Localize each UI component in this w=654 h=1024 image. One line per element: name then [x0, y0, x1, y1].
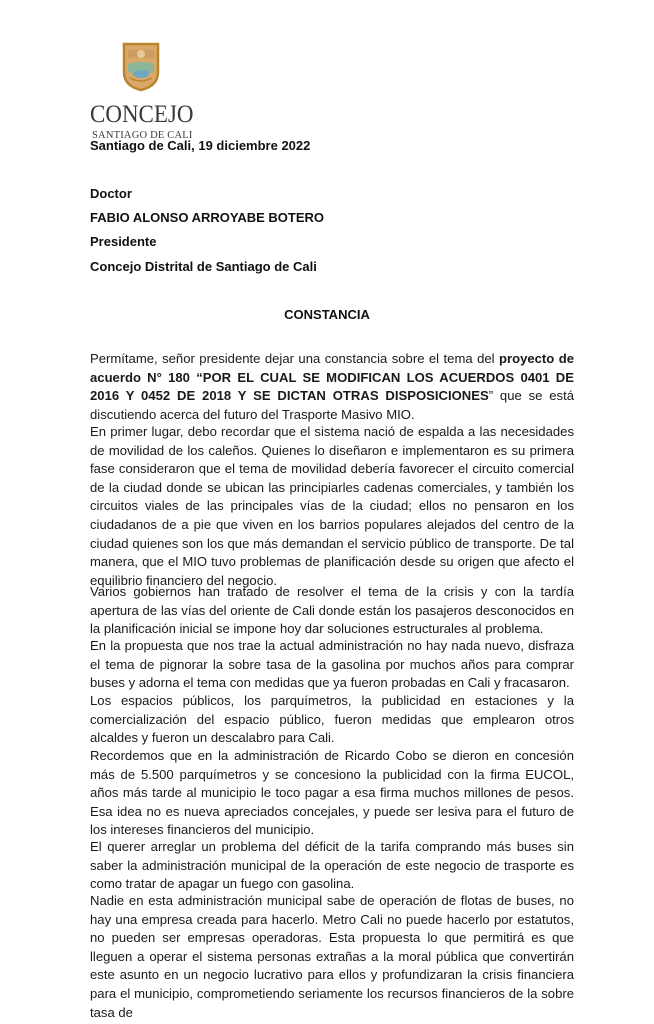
logo-subtitle: SANTIAGO DE CALI: [92, 130, 193, 141]
addressee-salutation: Doctor: [90, 186, 132, 201]
paragraph-5: Los espacios públicos, los parquímetros, la publicidad en estaciones y la comercialización del espacio público, fueron medidas que emplearon otros alcaldes y fueron un descalabro para Cali.: [90, 693, 574, 746]
date-line: Santiago de Cali, 19 diciembre 2022: [90, 138, 311, 153]
paragraph-1-bold: proyecto de acuerdo N° 180 “POR EL CUAL SE MODIFICAN LOS ACUERDOS 0401 DE 2016 Y 0452 DE 2018 Y SE DICTAN OTRAS DISPOSICIONES: [90, 351, 574, 404]
paragraph-1: [90, 350, 574, 424]
addressee-position: Presidente: [90, 234, 157, 249]
paragraph-3: Varios gobiernos han tratado de resolver el tema de la crisis y con la tardía apertura de las vías del oriente de Cali donde están los pasajeros desconocidos en la planificación inicial se impone hoy dar soluciones estructurales al problema.: [90, 584, 574, 637]
paragraph-8: Nadie en esta administración municipal sabe de operación de flotas de buses, no hay una empresa creada para hacerlo. Metro Cali no puede hacerlo por estatutos, no pueden ser empresas operadoras. Esta propuesta lo que permitirá es que lleguen a operar el sistema personas extrañas a la moral pública que convertirán este asunto en un negocio lucrativo para ellos y profundizaran la crisis financiera para el municipio, comprometiendo seriamente los recursos financieros de la sobre tasa de: [90, 893, 574, 1020]
logo-title: CONCEJO: [90, 101, 194, 128]
paragraph-2: En primer lugar, debo recordar que el sistema nació de espalda a las necesidades de movilidad de los caleños. Quienes lo diseñaron e implementaron es su primera fase consideraron que el tema de movilidad debería favorecer el circuito comercial de la ciudad donde se ubican las principiarles cadenas comerciales, y también los circuitos viales de las principales vías de la ciudad; ellos no pensaron en los ciudadanos de a pie que viven en los barrios populares alejados del centro de la ciudad quienes son los que más demandan el servicio público de transporte. De tal manera, que el MIO tuvo problemas de planificación desde su origen que afecto el equilibrio financiero del negocio.: [90, 424, 574, 588]
coat-of-arms-icon: [122, 42, 160, 92]
document-title: CONSTANCIA: [284, 307, 370, 322]
paragraph-7: El querer arreglar un problema del déficit de la tarifa comprando más buses sin saber la administración municipal de la operación de este negocio de trasporte es como tratar de apagar un fuego con gasolina.: [90, 839, 574, 892]
paragraph-6: Recordemos que en la administración de Ricardo Cobo se dieron en concesión más de 5.500 parquímetros y se concesiono la publicidad con la firma EUCOL, años más tarde al municipio le toco pagar a esa firma muchos millones de pesos. Esa idea no es nueva apreciados concejales, y puede ser lesiva para el futuro de los intereses financieros del municipio.: [90, 748, 574, 838]
paragraph-1-outro: ” que se está discutiendo acerca del futuro del Trasporte Masivo MIO.: [90, 388, 575, 422]
addressee-name: FABIO ALONSO ARROYABE BOTERO: [90, 210, 325, 225]
paragraph-4: En la propuesta que nos trae la actual administración no hay nada nuevo, disfraza el tema de pignorar la sobre tasa de la gasolina por muchos años para comprar buses y adorna el tema con medidas que ya fueron probadas en Cali y fracasaron.: [90, 638, 574, 691]
addressee-organization: Concejo Distrital de Santiago de Cali: [90, 259, 317, 274]
paragraph-1-intro: Permítame, señor presidente dejar una constancia sobre el tema del: [90, 351, 499, 366]
